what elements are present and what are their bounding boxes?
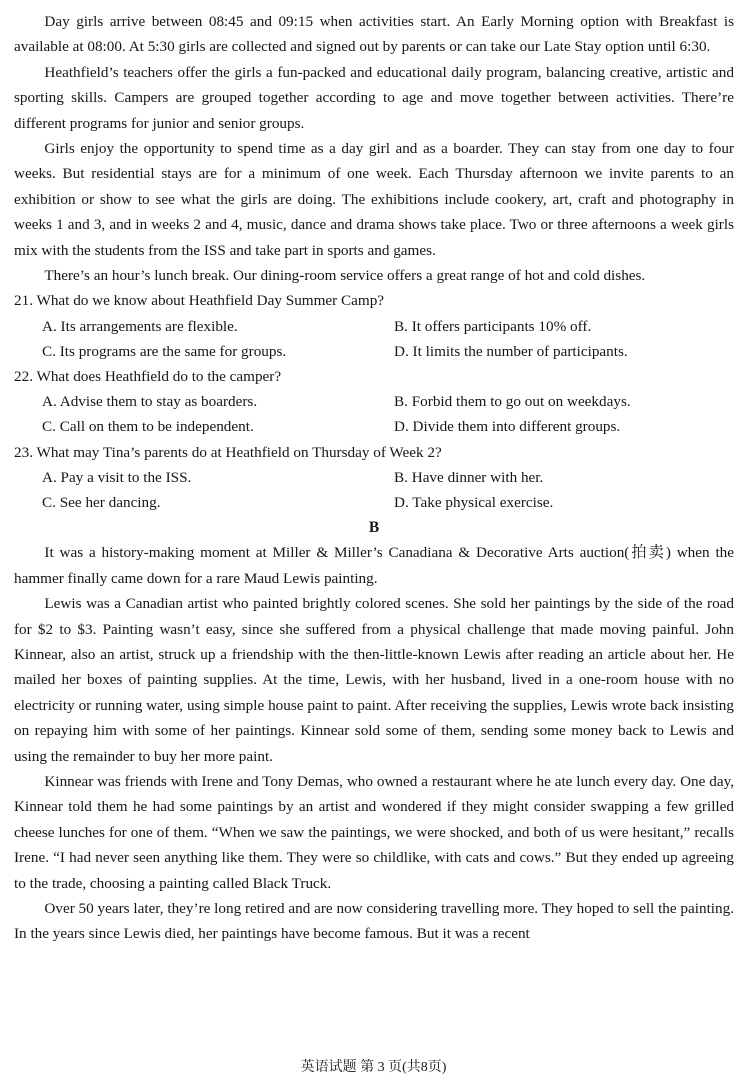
section-b-heading: B [368,519,380,537]
question-22-option-a: A. Advise them to stay as boarders. [42,393,258,411]
page-footer: 英语试题 第 3 页(共8页) [300,1060,447,1075]
question-21-option-a: A. Its arrangements are flexible. [42,317,238,335]
question-22-options [14,389,734,439]
question-22-option-d: D. Divide them into different groups. [394,418,621,436]
question-21-options [14,314,734,364]
question-23-options [14,465,734,515]
question-21-option-d: D. It limits the number of participants. [394,342,628,360]
question-22 [14,364,734,440]
passage-a [14,9,734,288]
passage-a-paragraph-3: Girls enjoy the opportunity to spend time as a day girl and as a boarder. They can stay from one day to four weeks. But residential stays are for a minimum of one week. Each Thursday afternoon we invite parents to an exhibition or show to see what the girls are doing. The exhibitions include cookery, art, craft and photography in weeks 1 and 3, and in weeks 2 and 4, music, dance and drama shows take place. Two or three afternoons a week girls mix with the students from the ISS and take part in sports and games. [14,140,734,259]
passage-b-paragraph-2: Lewis was a Canadian artist who painted brightly colored scenes. She sold her paintings by the side of the road for $2 to $3. Painting wasn’t easy, since she suffered from a physical challenge that made moving painful. John Kinnear, also an artist, struck up a friendship with the then-little-known Lewis after reading an article about her. He mailed her boxes of painting supplies. At the time, Lewis, with her husband, lived in a one-room house with no electricity or running water, using simple house paint to paint. After receiving the supplies, Lewis wrote back insisting on repaying him with some of her paintings. Kinnear sold some of them, sending some money back to Lewis and using the remainder to buy her more paint. [14,595,734,765]
question-21-option-c: C. Its programs are the same for groups. [42,342,287,360]
question-23-option-c: C. See her dancing. [42,494,161,512]
question-21-stem: 21. What do we know about Heathfield Day Summer Camp? [14,292,385,310]
question-23-option-d: D. Take physical exercise. [394,494,554,512]
question-22-option-b: B. Forbid them to go out on weekdays. [394,393,631,411]
question-23-stem: 23. What may Tina’s parents do at Heathfield on Thursday of Week 2? [14,443,442,461]
question-23 [14,440,734,516]
question-22-stem: 22. What does Heathfield do to the camper? [14,368,282,386]
passage-a-paragraph-1: Day girls arrive between 08:45 and 09:15 when activities start. An Early Morning option with Breakfast is available at 08:00. At 5:30 girls are collected and signed out by parents or can take our Late Stay option until 6:30. [14,13,734,56]
passage-a-paragraph-2: Heathfield’s teachers offer the girls a fun-packed and educational daily program, balancing creative, artistic and sporting skills. Campers are grouped together according to age and move together between activities. There’re different programs for junior and senior groups. [14,63,734,132]
question-23-option-a: A. Pay a visit to the ISS. [42,468,192,486]
passage-b-paragraph-4: Over 50 years later, they’re long retired and are now considering travelling more. They hoped to sell the painting. In the years since Lewis died, her paintings have become famous. But it was a recent [14,899,734,943]
question-21-option-b: B. It offers participants 10% off. [394,317,592,335]
passage-b-paragraph-3: Kinnear was friends with Irene and Tony Demas, who owned a restaurant where he ate lunch every day. One day, Kinnear told them he had some paintings by an artist and wondered if they might consider swapping a few grilled cheese lunches for one of them. “When we saw the paintings, we were shocked, and both of us were hesitant,” recalls Irene. “I had never seen anything like them. They were so childlike, with cats and cows.” But they ended up agreeing to the trade, choosing a painting called Black Truck. [14,772,734,892]
passage-b [14,540,734,947]
question-23-option-b: B. Have dinner with her. [394,468,544,486]
question-21 [14,288,734,364]
question-22-option-c: C. Call on them to be independent. [42,418,254,436]
passage-a-paragraph-4: There’s an hour’s lunch break. Our dining-room service offers a great range of hot and cold dishes. [44,267,646,285]
passage-b-paragraph-1: It was a history-making moment at Miller & Miller’s Canadiana & Decorative Arts auction(拍卖) when the hammer finally came down for a rare Maud Lewis painting. [14,544,734,587]
